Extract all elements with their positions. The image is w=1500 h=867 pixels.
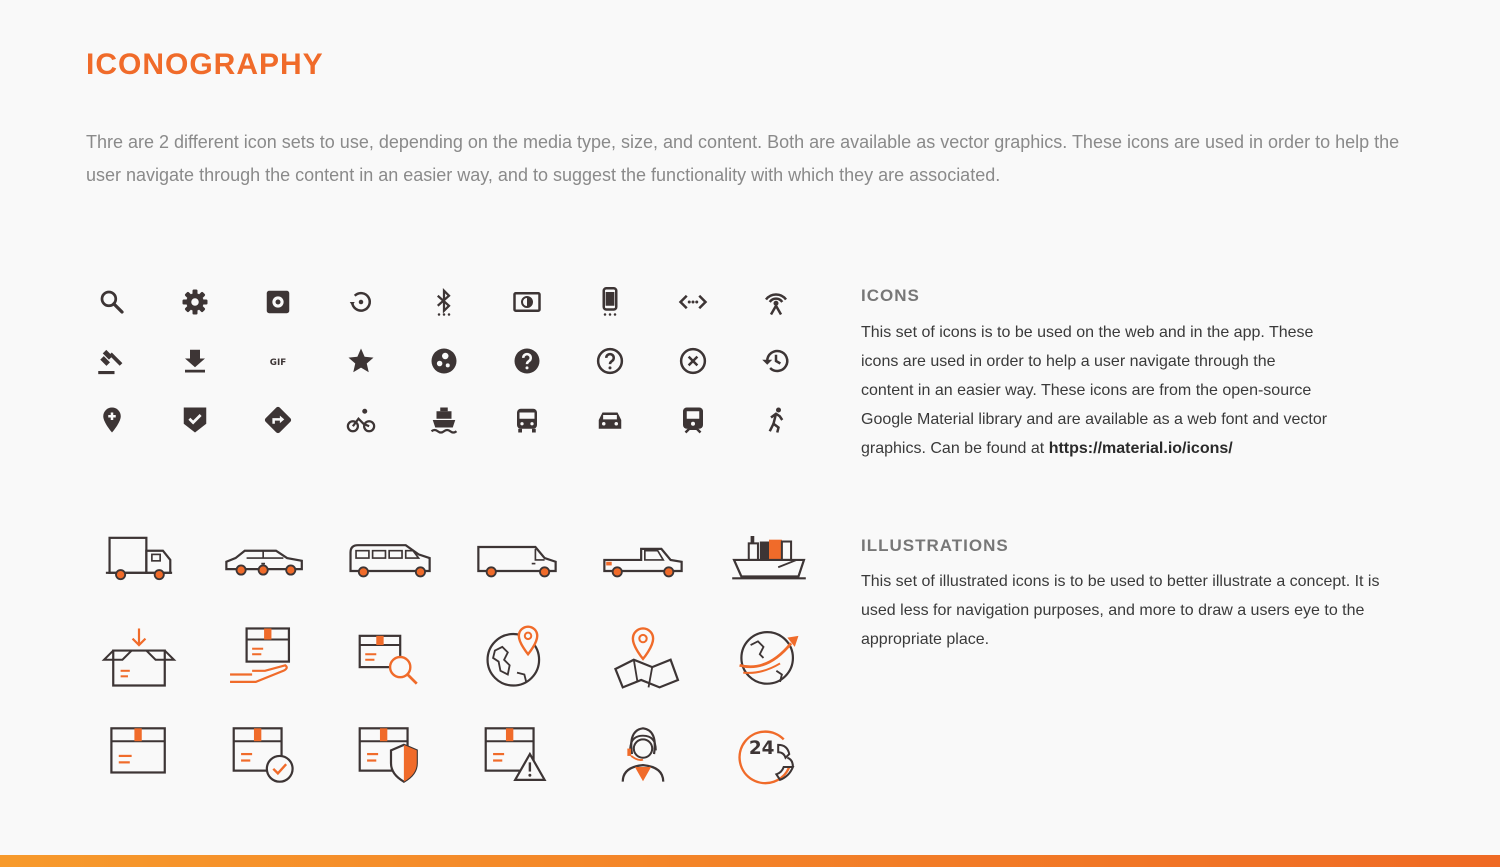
phone-settings-icon — [568, 272, 651, 331]
bluetooth-searching-icon — [402, 272, 485, 331]
gavel-icon — [70, 331, 153, 390]
support-24h-text: 24 — [748, 738, 775, 760]
settings-input-antenna-icon — [734, 272, 817, 331]
open-box-illustration-icon — [76, 608, 202, 706]
bubble-chart-icon — [402, 331, 485, 390]
icons-section-text: This set of icons is to be used on the web and in the app. These icons are used in order to help a user navigate through the content in an easier way. These icons are from the open-source Google Material library and are available as a web font and vector graphics. Can be found at — [861, 324, 1328, 457]
gif-icon-text: GIF — [269, 357, 286, 368]
download-icon — [153, 331, 236, 390]
history-icon — [734, 331, 817, 390]
car-icon — [568, 390, 651, 449]
material-icons-link[interactable]: https://material.io/icons/ — [1048, 440, 1233, 457]
gif-icon — [236, 331, 319, 390]
settings-brightness-icon — [485, 272, 568, 331]
icons-section-heading: ICONS — [861, 286, 920, 305]
page-title: ICONOGRAPHY — [86, 48, 324, 81]
customer-support-illustration-icon — [580, 706, 706, 804]
illustration-grid — [76, 510, 832, 804]
pickup-truck-illustration-icon — [580, 510, 706, 608]
bus-icon — [485, 390, 568, 449]
box-approved-illustration-icon — [202, 706, 328, 804]
footer-accent-bar — [0, 855, 1500, 867]
icons-section-body — [861, 318, 1331, 463]
globe-location-illustration-icon — [454, 608, 580, 706]
star-icon — [319, 331, 402, 390]
bike-icon — [319, 390, 402, 449]
directions-icon — [236, 390, 319, 449]
minivan-illustration-icon — [328, 510, 454, 608]
ferry-icon — [402, 390, 485, 449]
subway-icon — [651, 390, 734, 449]
support-24h-illustration-icon — [706, 706, 832, 804]
box-search-illustration-icon — [328, 608, 454, 706]
box-protected-illustration-icon — [328, 706, 454, 804]
van-illustration-icon — [454, 510, 580, 608]
search-icon — [70, 272, 153, 331]
illustrations-section-heading: ILLUSTRATIONS — [861, 536, 1009, 555]
material-icon-grid — [70, 272, 817, 449]
illustrations-section-body: This set of illustrated icons is to be used to better illustrate a concept. It is used less for navigation purposes, and more to draw a users eye to the appropriate place. — [861, 573, 1380, 648]
help-outline-icon — [568, 331, 651, 390]
settings-box-icon — [236, 272, 319, 331]
box-warning-illustration-icon — [454, 706, 580, 804]
intro-paragraph: Thre are 2 different icon sets to use, depending on the media type, size, and content. Both are available as vector graphics. These icons are used in order to help the user navigate through the content in an easier way, and to suggest the functionality with which they are associated. — [86, 132, 1400, 185]
box-in-hand-illustration-icon — [202, 608, 328, 706]
global-shipping-illustration-icon — [706, 608, 832, 706]
cargo-ship-illustration-icon — [706, 510, 832, 608]
cancel-outline-icon — [651, 331, 734, 390]
help-filled-icon — [485, 331, 568, 390]
restore-icon — [319, 272, 402, 331]
verified-shield-icon — [153, 390, 236, 449]
sedan-illustration-icon — [202, 510, 328, 608]
box-illustration-icon — [76, 706, 202, 804]
truck-illustration-icon — [76, 510, 202, 608]
settings-gear-icon — [153, 272, 236, 331]
settings-ethernet-icon — [651, 272, 734, 331]
add-location-icon — [70, 390, 153, 449]
map-location-illustration-icon — [580, 608, 706, 706]
running-icon — [734, 390, 817, 449]
